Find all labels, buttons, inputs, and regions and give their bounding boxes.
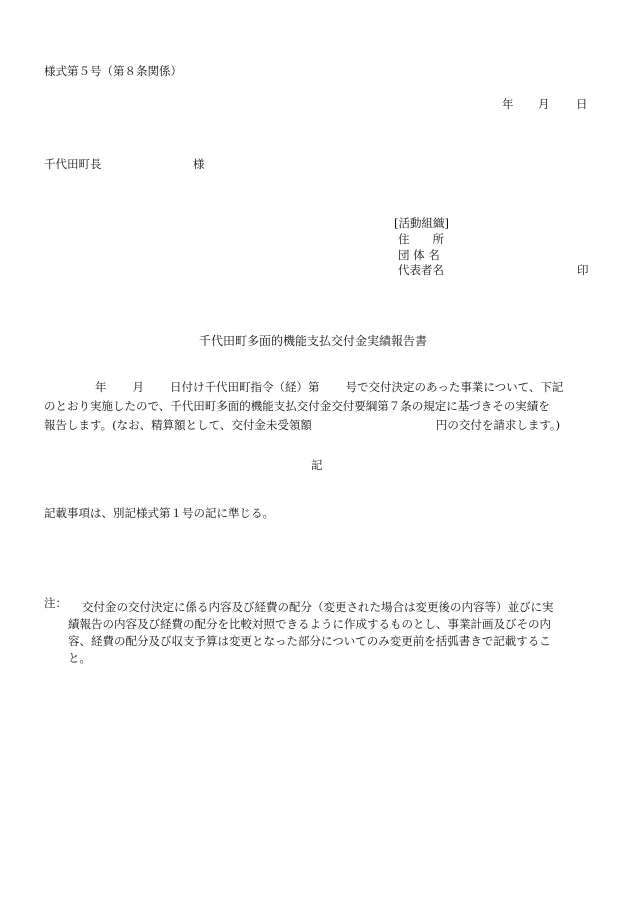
group-name-label: 団 体 名 xyxy=(398,248,440,262)
seal-label: 印 xyxy=(577,263,589,277)
document-title: 千代田町多面的機能支払交付金実績報告書 xyxy=(199,334,428,348)
date-day-label: 日 xyxy=(576,97,588,111)
body-line-1 xyxy=(44,378,590,397)
note-line: と。 xyxy=(68,651,91,665)
body-line-3-start: 報告します。(なお、精算額として、交付金未受領額 xyxy=(44,418,312,432)
body-year: 年 xyxy=(95,380,107,394)
representative-label: 代表者名 xyxy=(398,263,444,277)
address-label: 住 所 xyxy=(398,232,444,246)
body-line-1-end: 号で交付決定のあった事業について、下記 xyxy=(345,380,564,394)
body-line-3-end: 円の交付を請求します。) xyxy=(435,418,561,432)
body-line-1-mid: 日付け千代田町指令（経）第 xyxy=(170,380,320,394)
date-month-label: 月 xyxy=(538,97,550,111)
body-month: 月 xyxy=(132,380,144,394)
note-label: 注： xyxy=(44,596,67,610)
statement: 記載事項は、別記様式第１号の記に準じる。 xyxy=(44,506,274,520)
note-line: 交付金の交付決定に係る内容及び経費の配分（変更された場合は変更後の内容等）並びに実 xyxy=(82,600,554,614)
body-paragraph xyxy=(44,378,590,435)
addressee-honorific: 様 xyxy=(193,157,205,171)
ki-marker: 記 xyxy=(311,458,323,472)
form-number: 様式第５号（第８条関係） xyxy=(44,64,182,78)
note-line: 績報告の内容及び経費の配分を比較対照できるように作成するものとし、事業計画及びその内 xyxy=(68,617,551,631)
body-line-2: のとおり実施したので、千代田町多面的機能支払交付金交付要綱第７条の規定に基づきその実績を xyxy=(44,399,550,413)
body-line-3 xyxy=(44,416,590,435)
addressee-name: 千代田町長 xyxy=(44,157,102,171)
date-year-label: 年 xyxy=(502,97,514,111)
organization-header: [活動組織] xyxy=(394,216,449,230)
note-line: 容、経費の配分及び収支予算は変更となった部分についてのみ変更前を括弧書きで記載するこ xyxy=(68,634,551,648)
